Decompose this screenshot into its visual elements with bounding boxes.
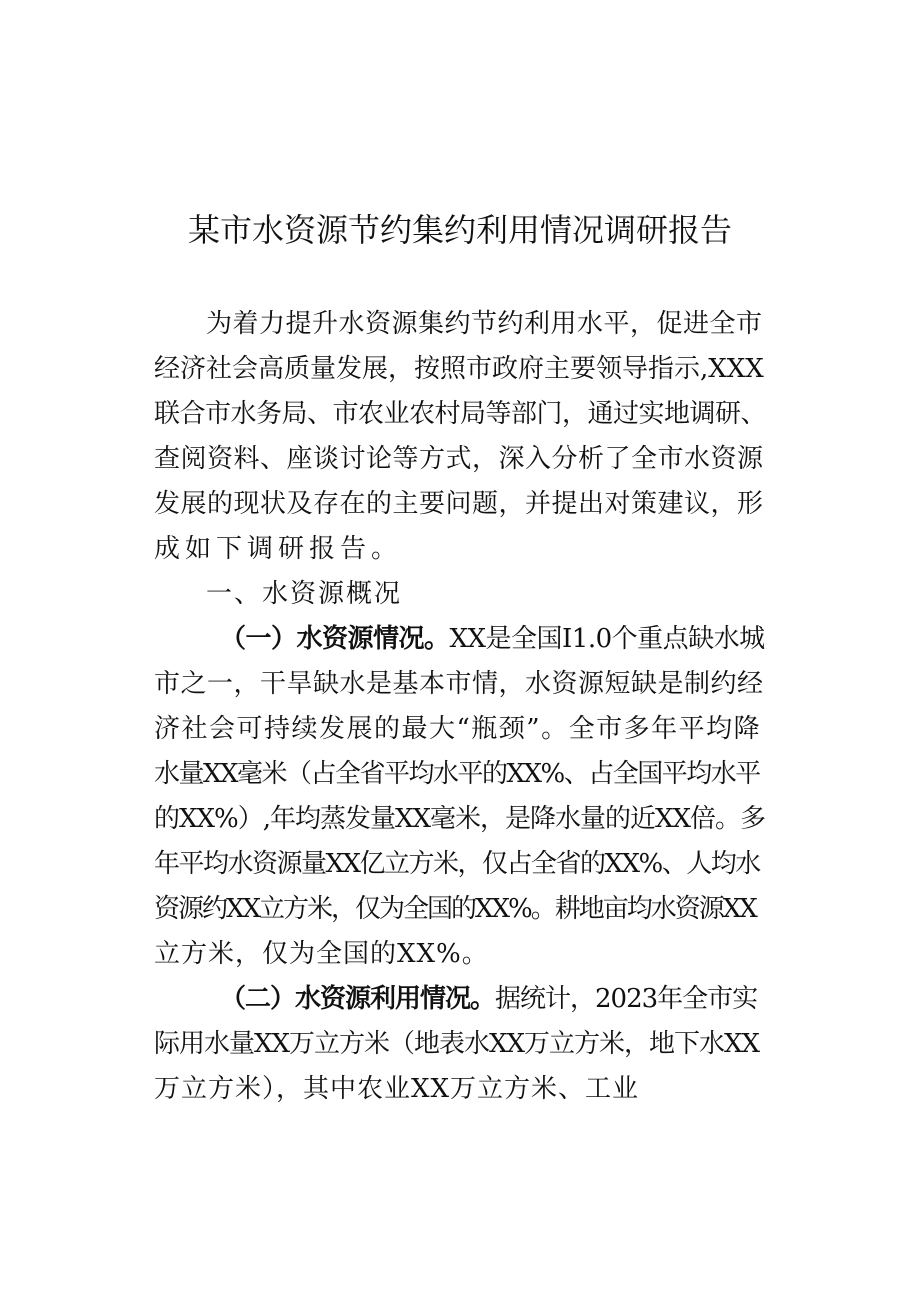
subsection-first-line [220,621,765,657]
paragraph-line: 水量XX毫米（占全省平均水平的XX%、占全国平均水平 [154,759,760,789]
paragraph-line: 年平均水资源量XX亿立方米，仅占全省的XX%、人均水 [154,849,760,879]
intro-line: 为着力提升水资源集约节约利用水平，促进全市 [206,309,763,339]
intro-line: 成如下调研报告。 [154,534,403,564]
subsection-text: 据统计，2023年全市实 [495,984,758,1014]
paragraph-line: 济社会可持续发展的最大“瓶颈”。全市多年平均降 [154,714,762,744]
subsection-label: （二）水资源利用情况。 [220,984,496,1014]
paragraph-line: 立方米，仅为全国的XX%。 [154,939,489,969]
intro-line: 发展的现状及存在的主要问题，并提出对策建议，形 [154,489,764,519]
intro-line: 联合市水务局、市农业农村局等部门，通过实地调研、 [154,399,767,429]
paragraph-line: 万立方米），其中农业XX万立方米、工业 [154,1074,640,1104]
section-heading: 一、水资源概况 [206,579,403,609]
intro-line: 查阅资料、座谈讨论等方式，深入分析了全市水资源 [154,444,764,474]
paragraph-line: 的XX%）,年均蒸发量XX毫米，是降水量的近XX倍。多 [154,804,766,834]
subsection-text: XX是全国I1.0个重点缺水城 [449,624,765,654]
paragraph-line: 际用水量XX万立方米（地表水XX万立方米，地下水XX [154,1029,760,1059]
subsection-label: （一）水资源情况。 [220,624,450,654]
paragraph-line: 市之一，干旱缺水是基本市情，水资源短缺是制约经 [154,669,764,699]
paragraph-line: 资源约XX立方米，仅为全国的XX%。耕地亩均水资源XX [154,894,756,924]
intro-line: 经济社会高质量发展，按照市政府主要领导指示,XXX [154,354,764,384]
document-title: 某市水资源节约集约利用情况调研报告 [187,211,732,249]
subsection-first-line [220,981,757,1017]
